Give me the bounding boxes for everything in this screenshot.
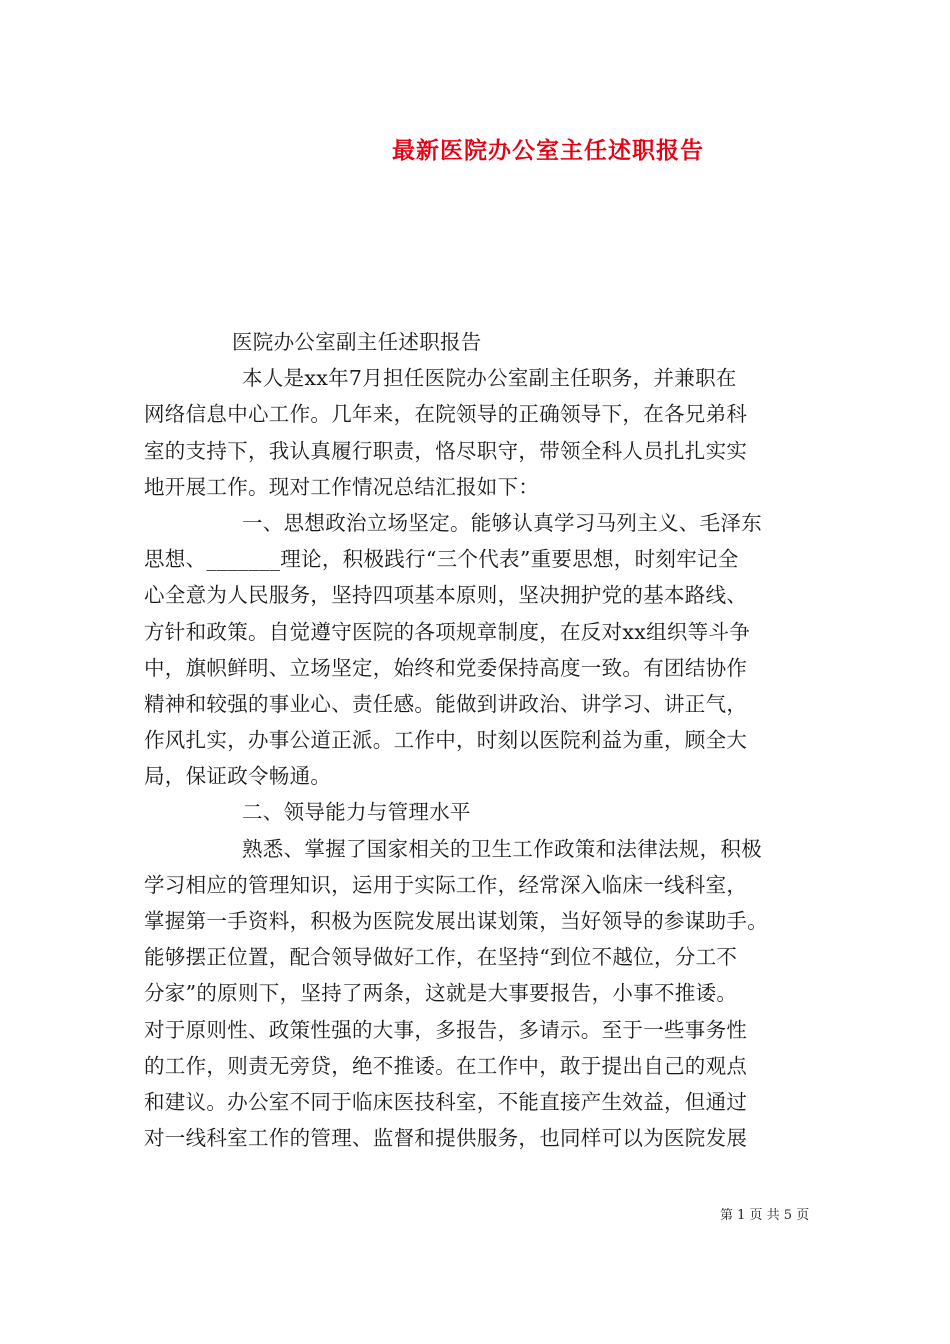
paragraph-line: 精神和较强的事业心、责任感。能做到讲政治、讲学习、讲正气， xyxy=(144,691,748,716)
section-heading-line: 二、领导能力与管理水平 xyxy=(242,800,471,825)
document-title: 最新医院办公室主任述职报告 xyxy=(392,137,704,164)
paragraph-line: 的工作，则责无旁贷，绝不推诿。在工作中，敢于提出自己的观点 xyxy=(144,1053,748,1078)
paragraph-line: 心全意为人民服务，坚持四项基本原则，坚决拥护党的基本路线、 xyxy=(144,583,748,608)
paragraph-line: 作风扎实，办事公道正派。工作中，时刻以医院利益为重，顾全大 xyxy=(144,728,748,753)
subtitle-line: 医院办公室副主任述职报告 xyxy=(232,330,482,354)
document-body xyxy=(144,324,824,1156)
paragraph-line: 学习相应的管理知识，运用于实际工作，经常深入临床一线科室， xyxy=(144,872,748,897)
paragraph-line: 局，保证政令畅通。 xyxy=(144,764,332,789)
paragraph-line: 和建议。办公室不同于临床医技科室，不能直接产生效益，但通过 xyxy=(144,1089,748,1114)
paragraph-line: 掌握第一手资料，积极为医院发展出谋划策，当好领导的参谋助手。 xyxy=(144,909,768,933)
section-heading-line: 一、思想政治立场坚定。能够认真学习马列主义、毛泽东 xyxy=(242,510,762,535)
paragraph-line: 室的支持下，我认真履行职责，恪尽职守，带领全科人员扎扎实实 xyxy=(144,438,748,463)
page-number-footer: 第 1 页 共 5 页 xyxy=(720,1208,810,1223)
paragraph-line: 能够摆正位置，配合领导做好工作，在坚持“到位不越位，分工不 xyxy=(144,945,738,970)
paragraph-line: 网络信息中心工作。几年来，在院领导的正确领导下，在各兄弟科 xyxy=(144,402,748,427)
paragraph-line: 地开展工作。现对工作情况总结汇报如下： xyxy=(144,474,540,499)
paragraph-line: 中，旗帜鲜明、立场坚定，始终和党委保持高度一致。有团结协作 xyxy=(144,655,748,680)
paragraph-line: 思想、_______理论，积极践行“三个代表”重要思想，时刻牢记全 xyxy=(144,547,739,572)
paragraph-line: 对于原则性、政策性强的大事，多报告，多请示。至于一些事务性 xyxy=(144,1017,748,1042)
paragraph-line: 分家”的原则下，坚持了两条，这就是大事要报告，小事不推诿。 xyxy=(144,981,738,1006)
paragraph-line: 方针和政策。自觉遵守医院的各项规章制度，在反对xx组织等斗争 xyxy=(144,619,751,644)
paragraph-line: 对一线科室工作的管理、监督和提供服务，也同样可以为医院发展 xyxy=(144,1126,748,1151)
paragraph-line: 本人是xx年7月担任医院办公室副主任职务，并兼职在 xyxy=(242,366,737,391)
paragraph-line: 熟悉、掌握了国家相关的卫生工作政策和法律法规，积极 xyxy=(242,836,762,861)
